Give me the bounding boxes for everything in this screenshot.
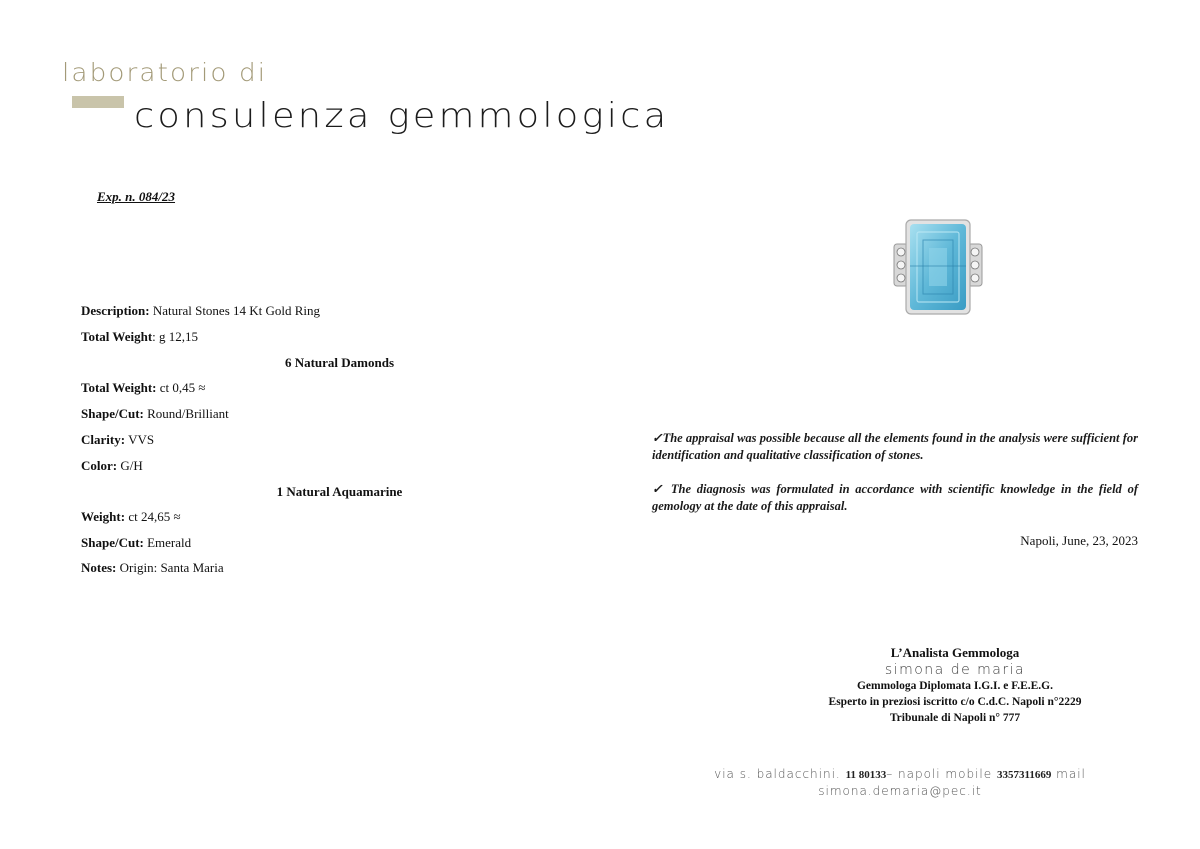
signature-credential-3: Tribunale di Napoli n° 777 bbox=[889, 712, 1021, 724]
description-value: Natural Stones 14 Kt Gold Ring bbox=[152, 303, 321, 318]
diagnosis-note: ✓ The diagnosis was formulated in accordance with scientific knowledge in the field of gemology at the date of this appraisal. bbox=[652, 482, 1138, 513]
aquamarine-weight-label: Weight: bbox=[81, 509, 126, 524]
diamonds-title: 6 Natural Damonds bbox=[284, 355, 395, 370]
signature-name: simona de maria bbox=[884, 662, 1026, 678]
description-row bbox=[81, 303, 320, 319]
logo-line-2: consulenza gemmologica bbox=[134, 96, 670, 136]
total-weight-row bbox=[81, 329, 198, 345]
aquamarine-weight-row bbox=[81, 509, 181, 525]
aquamarine-notes-row bbox=[81, 560, 224, 576]
footer-address bbox=[640, 767, 1160, 781]
diamonds-weight-value: ct 0,45 ≈ bbox=[159, 380, 206, 395]
signature-title: L’Analista Gemmologa bbox=[890, 645, 1020, 660]
aquamarine-shape-row bbox=[81, 535, 191, 551]
aquamarine-shape-label: Shape/Cut: bbox=[81, 535, 144, 550]
diamonds-shape-label: Shape/Cut: bbox=[81, 406, 144, 421]
diamonds-weight-row bbox=[81, 380, 206, 396]
signature-credential-2: Esperto in preziosi iscritto c/o C.d.C. Napoli n°2229 bbox=[828, 696, 1082, 708]
diamonds-clarity-value: VVS bbox=[128, 432, 155, 447]
diamonds-clarity-row bbox=[81, 432, 154, 448]
footer-phone: 3357311669 bbox=[996, 769, 1052, 781]
aquamarine-ring-photo-icon bbox=[888, 218, 988, 318]
aquamarine-weight-value: ct 24,65 ≈ bbox=[128, 509, 181, 524]
aquamarine-notes-label: Notes: bbox=[81, 560, 117, 575]
total-weight-label: Total Weight bbox=[81, 329, 153, 344]
diamonds-shape-value: Round/Brilliant bbox=[147, 406, 229, 421]
diamonds-weight-label: Total Weight: bbox=[81, 380, 157, 395]
aquamarine-notes-value: Origin: Santa Maria bbox=[119, 560, 224, 575]
diamonds-shape-row bbox=[81, 406, 229, 422]
exp-number: Exp. n. 084/23 bbox=[97, 189, 176, 204]
diamonds-color-value: G/H bbox=[120, 458, 143, 473]
footer-number: 11 80133 bbox=[845, 769, 887, 781]
footer-street: via s. baldacchini. bbox=[714, 767, 846, 781]
description-label: Description: bbox=[81, 303, 150, 318]
total-weight-value: : g 12,15 bbox=[152, 329, 199, 344]
logo-line-1: laboratorio di bbox=[62, 58, 268, 87]
footer-city: – napoli mobile bbox=[886, 767, 997, 781]
signature-credential-1: Gemmologa Diplomata I.G.I. e F.E.E.G. bbox=[856, 680, 1054, 692]
document-date: Napoli, June, 23, 2023 bbox=[1020, 533, 1138, 548]
appraisal-note: ✓The appraisal was possible because all the elements found in the analysis were sufficient for identification and qualitative classification of stones. bbox=[652, 431, 1138, 462]
logo-bar bbox=[72, 96, 124, 108]
aquamarine-title: 1 Natural Aquamarine bbox=[276, 484, 403, 499]
footer-mail-label: mail bbox=[1051, 767, 1086, 781]
diamonds-clarity-label: Clarity: bbox=[81, 432, 126, 447]
footer-email[interactable]: simona.demaria@pec.it bbox=[818, 784, 982, 798]
diamonds-color-label: Color: bbox=[81, 458, 118, 473]
diamonds-color-row bbox=[81, 458, 143, 474]
aquamarine-shape-value: Emerald bbox=[147, 535, 192, 550]
